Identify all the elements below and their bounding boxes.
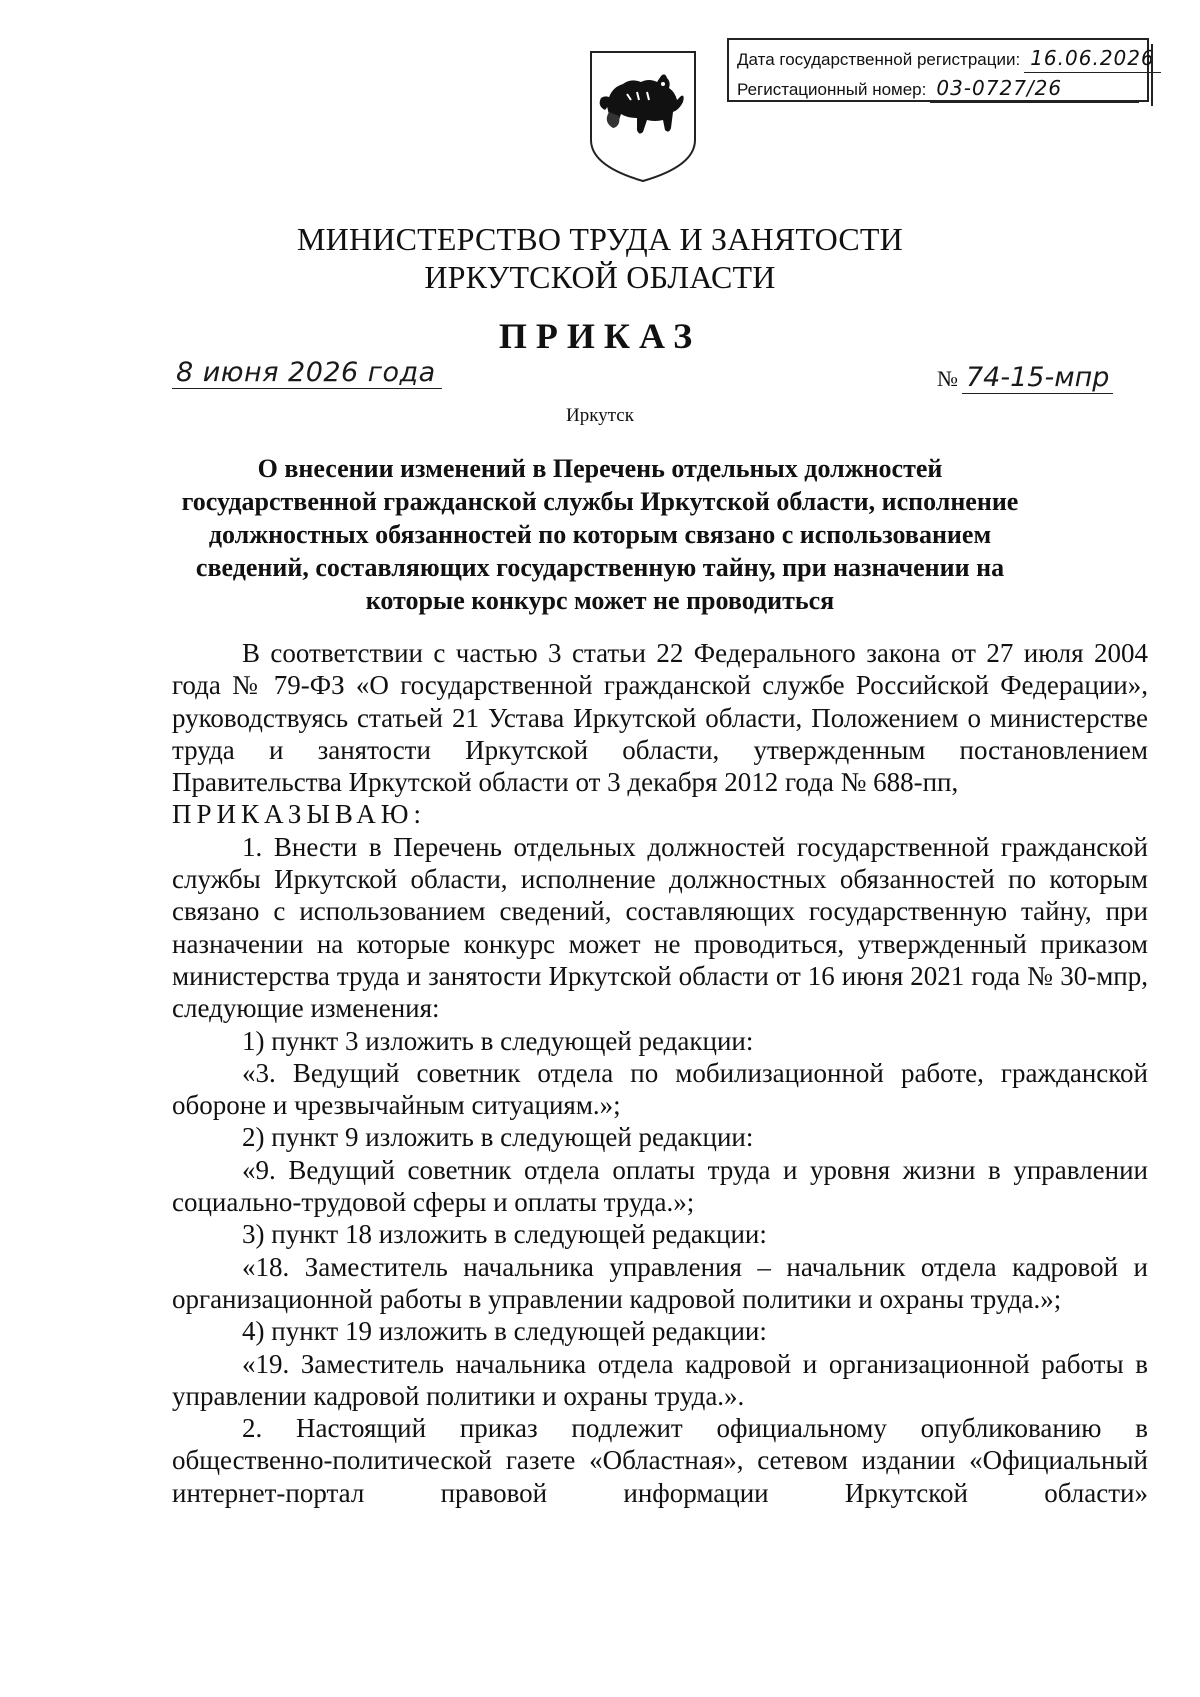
order-date: 8 июня 2026 года <box>172 357 442 389</box>
quote-1: «3. Ведущий советник отдела по мобилизационной работе, гражданской обороне и чрезвычайным ситуациям.»; <box>172 1057 1148 1121</box>
registration-number-label: Регистационный номер: <box>737 80 927 99</box>
quote-4: «19. Заместитель начальника отдела кадровой и организационной работы в управлении кадровой политики и охраны труда.». <box>172 1348 1148 1411</box>
item-1-paragraph: 1. Внести в Перечень отдельных должностей государственной гражданской службы Иркутской области, исполнение должностных обязанностей по которым связано с использованием сведений, составляющих государственную тайну, при назначении на которые конкурс может не проводиться, утвержденный приказом министерства труда и занятости Иркутской области от 16 июня 2021 года № 30-мпр, следующие изменения: <box>172 831 1148 1024</box>
ministry-line-1: МИНИСТЕРСТВО ТРУДА И ЗАНЯТОСТИ <box>297 221 903 257</box>
city-name: Иркутск <box>566 405 634 426</box>
subitem-4: 4) пункт 19 изложить в следующей редакции: <box>242 1316 767 1347</box>
registration-number-value: 03-0727/26 <box>930 74 1139 103</box>
preamble-paragraph: В соответствии с частью 3 статьи 22 Федерального закона от 27 июля 2004 года № 79-ФЗ «О государственной гражданской службе Российской Федерации», руководствуясь статьей 21 Устава Иркутской области, Положением о министерстве труда и занятости Иркутской области, утвержденным постановлением Правительства Иркутской области от 3 декабря 2012 года № 688-пп, <box>172 638 1148 798</box>
order-number: 74-15-мпр <box>962 362 1113 394</box>
quote-2: «9. Ведущий советник отдела оплаты труда и уровня жизни в управлении социально-трудовой сферы и оплаты труда.»; <box>172 1154 1148 1218</box>
registration-number-line <box>737 74 1139 104</box>
ministry-line-2: ИРКУТСКОЙ ОБЛАСТИ <box>424 259 776 295</box>
number-sign: № <box>937 366 958 391</box>
document-title: О внесении изменений в Перечень отдельных должностей государственной гражданской службы Иркутской области, исполнение должностных обязанностей по которым связано с использованием сведений, составляющих государственную тайну, при назначении на которые конкурс может не проводиться <box>181 454 1019 615</box>
subitem-2: 2) пункт 9 изложить в следующей редакции: <box>242 1122 754 1153</box>
registration-date-label: Дата государственной регистрации: <box>737 50 1021 69</box>
quote-3: «18. Заместитель начальника управления – начальник отдела кадровой и организационной работы в управлении кадровой политики и охраны труда.»; <box>172 1251 1148 1314</box>
document-body <box>172 637 1148 1509</box>
registration-date-value: 16.06.2026 <box>1024 44 1161 73</box>
doc-type-heading: ПРИКАЗ <box>498 316 702 356</box>
subitem-1: 1) пункт 3 изложить в следующей редакции: <box>242 1025 754 1056</box>
registration-stamp <box>727 38 1155 102</box>
item-2-paragraph: 2. Настоящий приказ подлежит официальному опубликованию в общественно-политической газете «Областная», сетевом издании «Официальный интернет-портал правовой информации Иркутской области» <box>172 1413 1148 1508</box>
subitem-3: 3) пункт 18 изложить в следующей редакции: <box>242 1219 767 1250</box>
coat-of-arms-icon <box>587 48 699 184</box>
registration-date-line <box>737 44 1155 74</box>
decree-word: ПРИКАЗЫВАЮ: <box>172 799 426 830</box>
ministry-name <box>0 220 1200 296</box>
order-number-field <box>937 362 1113 394</box>
